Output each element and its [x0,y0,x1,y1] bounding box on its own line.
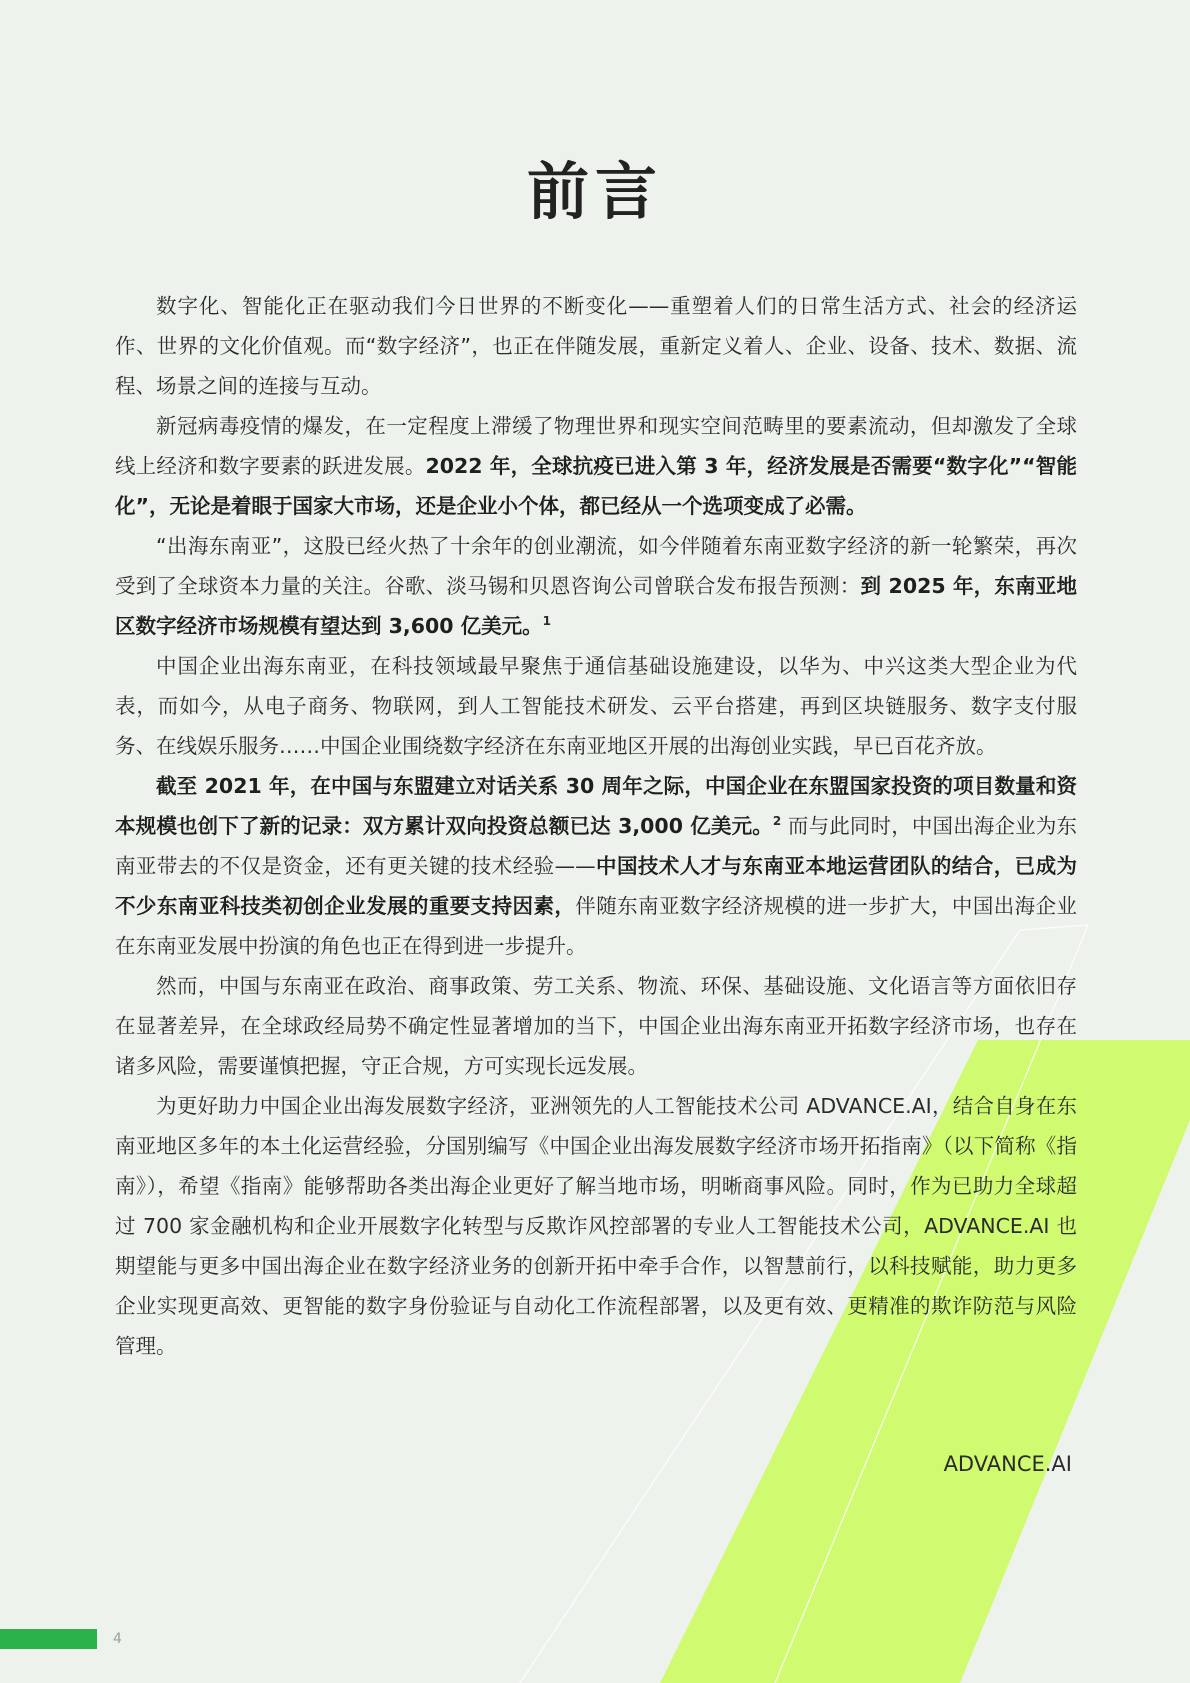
text-segment: 数字化、智能化正在驱动我们今日世界的不断变化——重塑着人们的日常生活方式、社会的经济运作、世界的文化价值观。而“数字经济”，也正在伴随发展，重新定义着人、企业、设备、技术、数据、流程、场景之间的连接与互动。 [115,294,1077,398]
paragraph-3 [115,526,1077,646]
bold-text: 中国技术人才与东南亚本地运营团队的结合，已成为不少东南亚科技类初创企业发展的重要支持因素， [115,854,1078,918]
text-segment: 然而，中国与东南亚在政治、商事政策、劳工关系、物流、环保、基础设施、文化语言等方面依旧存在显著差异，在全球政经局势不确定性显著增加的当下，中国企业出海东南亚开拓数字经济市场，也存在诸多风险，需要谨慎把握，守正合规，方可实现长远发展。 [115,974,1077,1078]
signature: ADVANCE.AI [943,1452,1072,1476]
text-segment: 新冠病毒疫情的爆发，在一定程度上滞缓了物理世界和现实空间范畴里的要素流动，但却激发了全球线上经济和数字要素的跃进发展。 [115,414,1077,478]
paragraph-2 [115,406,1077,526]
text-segment: 伴随东南亚数字经济规模的进一步扩大，中国出海企业在东南亚发展中扮演的角色也正在得到进一步提升。 [115,894,1078,958]
paragraph-5 [115,766,1077,966]
preface-body [115,286,1077,1366]
page-number: 4 [113,1631,122,1647]
paragraph-7 [115,1086,1077,1366]
paragraph-1 [115,286,1077,406]
text-segment: “出海东南亚”，这股已经火热了十余年的创业潮流，如今伴随着东南亚数字经济的新一轮繁荣，再次受到了全球资本力量的关注。谷歌、淡马锡和贝恩咨询公司曾联合发布报告预测： [115,534,1077,598]
bold-text: 2022 年，全球抗疫已进入第 3 年，经济发展是否需要“数字化”“智能化”，无论是着眼于国家大市场，还是企业小个体，都已经从一个选项变成了必需。 [115,454,1077,518]
text-segment: 为更好助力中国企业出海发展数字经济，亚洲领先的人工智能技术公司 ADVANCE.AI，结合自身在东南亚地区多年的本土化运营经验，分国别编写《中国企业出海发展数字经济市场开拓指南》（以下简称《指南》），希望《指南》能够帮助各类出海企业更好了解当地市场，明晰商事风险。同时，作为已助力全球超过 700 家金融机构和企业开展数字化转型与反欺诈风控部署的专业人工智能技术公司，ADVANCE.AI 也期望能与更多中国出海企业在数字经济业务的创新开拓中牵手合作，以智慧前行，以科技赋能，助力更多企业实现更高效、更智能的数字身份验证与自动化工作流程部署，以及更有效、更精准的欺诈防范与风险管理。 [115,1094,1077,1358]
paragraph-6 [115,966,1077,1086]
page-title: 前言 [526,154,663,228]
bold-text: 到 2025 年，东南亚地区数字经济市场规模有望达到 3,600 亿美元。 [115,574,1077,638]
page-number-bar [0,1629,97,1649]
paragraph-4 [115,646,1077,766]
footnote-ref: 2 [772,814,782,829]
footnote-ref: 1 [542,614,551,629]
text-segment: 中国企业出海东南亚，在科技领域最早聚焦于通信基础设施建设，以华为、中兴这类大型企业为代表，而如今，从电子商务、物联网，到人工智能技术研发、云平台搭建，再到区块链服务、数字支付服务、在线娱乐服务……中国企业围绕数字经济在东南亚地区开展的出海创业实践，早已百花齐放。 [115,654,1077,758]
text-segment: 而与此同时，中国出海企业为东南亚带去的不仅是资金，还有更关键的技术经验—— [115,814,1077,878]
bold-text: 截至 2021 年，在中国与东盟建立对话关系 30 周年之际，中国企业在东盟国家投资的项目数量和资本规模也创下了新的记录：双方累计双向投资总额已达 3,000 亿美元。 [115,774,1077,838]
